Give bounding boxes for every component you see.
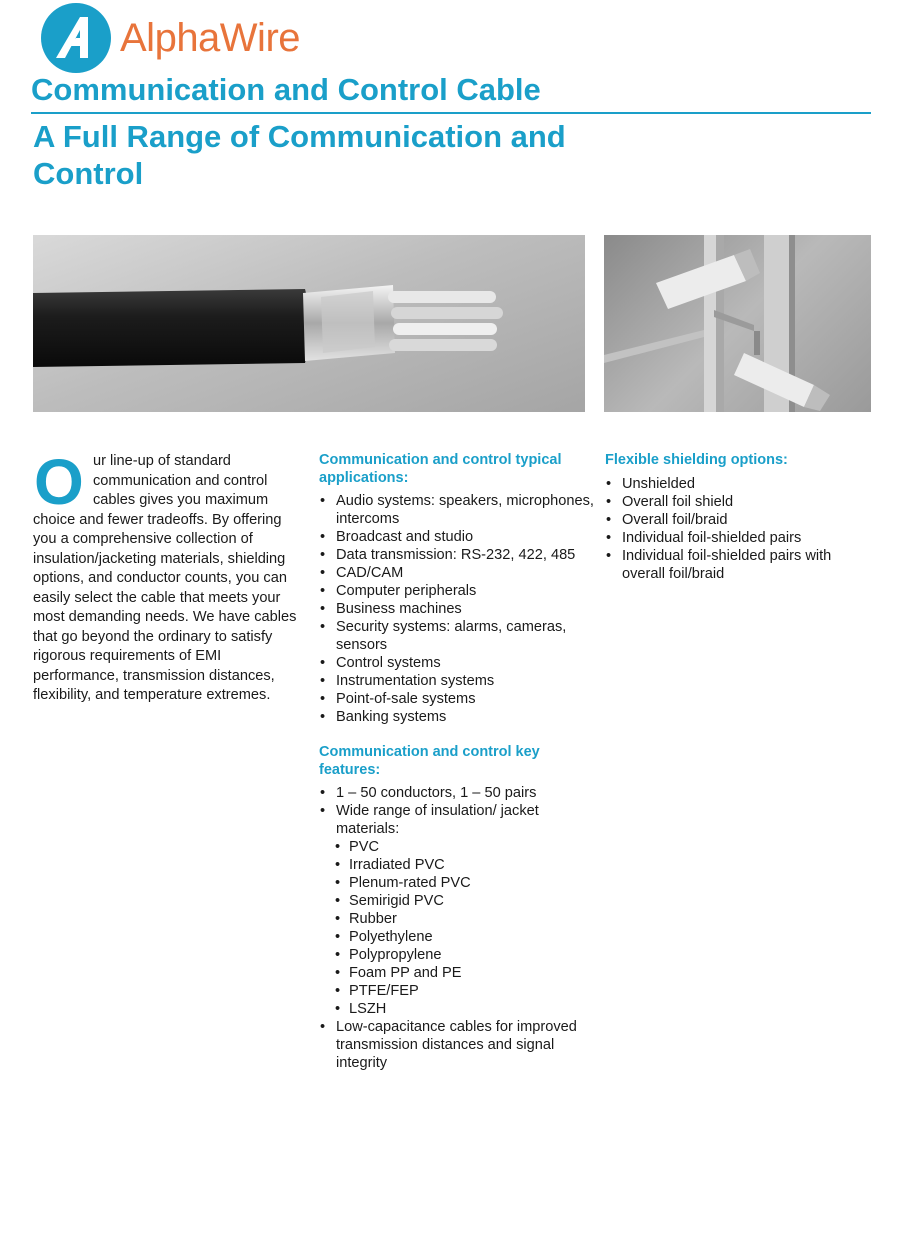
list-item: • Plenum-rated PVC	[334, 874, 599, 892]
list-item: • Business machines	[319, 600, 599, 618]
drop-cap	[33, 454, 91, 510]
shielding-list	[605, 475, 875, 583]
cable-illustration	[33, 235, 585, 412]
applications-list	[319, 492, 599, 726]
list-item: • Broadcast and studio	[319, 528, 599, 546]
features-list-continued	[319, 1018, 599, 1072]
list-item: • Data transmission: RS-232, 422, 485	[319, 546, 599, 564]
list-item: • Control systems	[319, 654, 599, 672]
list-item: • Polypropylene	[334, 946, 599, 964]
intro-paragraph	[33, 452, 303, 706]
features-heading: Communication and control key features:	[319, 744, 540, 778]
drop-cap-letter: O	[34, 454, 84, 510]
list-item: • PTFE/FEP	[334, 982, 599, 1000]
alphawire-logo-icon	[40, 2, 112, 74]
list-item: • 1 – 50 conductors, 1 – 50 pairs	[319, 784, 599, 802]
camera-illustration	[604, 235, 871, 412]
brand-name: AlphaWire	[120, 15, 301, 60]
list-item: • Individual foil-shielded pairs	[605, 529, 875, 547]
cable-photo	[33, 235, 585, 412]
materials-list	[334, 838, 599, 1018]
list-item: • LSZH	[334, 1000, 599, 1018]
section-spacer	[319, 726, 599, 744]
list-item: • Individual foil-shielded pairs with overall foil/braid	[605, 547, 875, 583]
list-item: • Wide range of insulation/ jacket materials:	[319, 802, 599, 838]
list-item: • Computer peripherals	[319, 582, 599, 600]
list-item: • Security systems: alarms, cameras, sensors	[319, 618, 599, 654]
list-item: • Polyethylene	[334, 928, 599, 946]
list-item: • Rubber	[334, 910, 599, 928]
list-item: • PVC	[334, 838, 599, 856]
features-list	[319, 784, 599, 838]
alphawire-logo	[40, 2, 330, 74]
shielding-column	[605, 452, 875, 583]
list-item: • Foam PP and PE	[334, 964, 599, 982]
list-item: • Point-of-sale systems	[319, 690, 599, 708]
list-item: • Banking systems	[319, 708, 599, 726]
applications-heading: Communication and control typical applications:	[319, 452, 562, 486]
list-item: • Semirigid PVC	[334, 892, 599, 910]
list-item: • Audio systems: speakers, microphones, intercoms	[319, 492, 599, 528]
list-item: • Irradiated PVC	[334, 856, 599, 874]
list-item: • Low-capacitance cables for improved transmission distances and signal integrity	[319, 1018, 599, 1072]
security-camera-photo	[604, 235, 871, 412]
list-item: • Overall foil shield	[605, 493, 875, 511]
shielding-heading: Flexible shielding options:	[605, 452, 788, 468]
list-item: • Unshielded	[605, 475, 875, 493]
list-item: • CAD/CAM	[319, 564, 599, 582]
page-headline: A Full Range of Communication and Control	[33, 119, 566, 191]
applications-column	[319, 452, 599, 1072]
document-title: Communication and Control Cable	[31, 72, 541, 107]
list-item: • Overall foil/braid	[605, 511, 875, 529]
title-divider	[31, 112, 871, 114]
list-item: • Instrumentation systems	[319, 672, 599, 690]
intro-text: ur line-up of standard communication and control cables gives you maximum choice and fewer tradeoffs. By offering you a comprehensive collection of insulation/jacketing materials, shielding options, and conductor counts, you can easily select the cable that meets your most demanding needs. We have cables that go beyond the ordinary to satisfy rigorous requirements of EMI performance, transmission distances, flexibility, and temperature extremes.	[33, 453, 297, 703]
